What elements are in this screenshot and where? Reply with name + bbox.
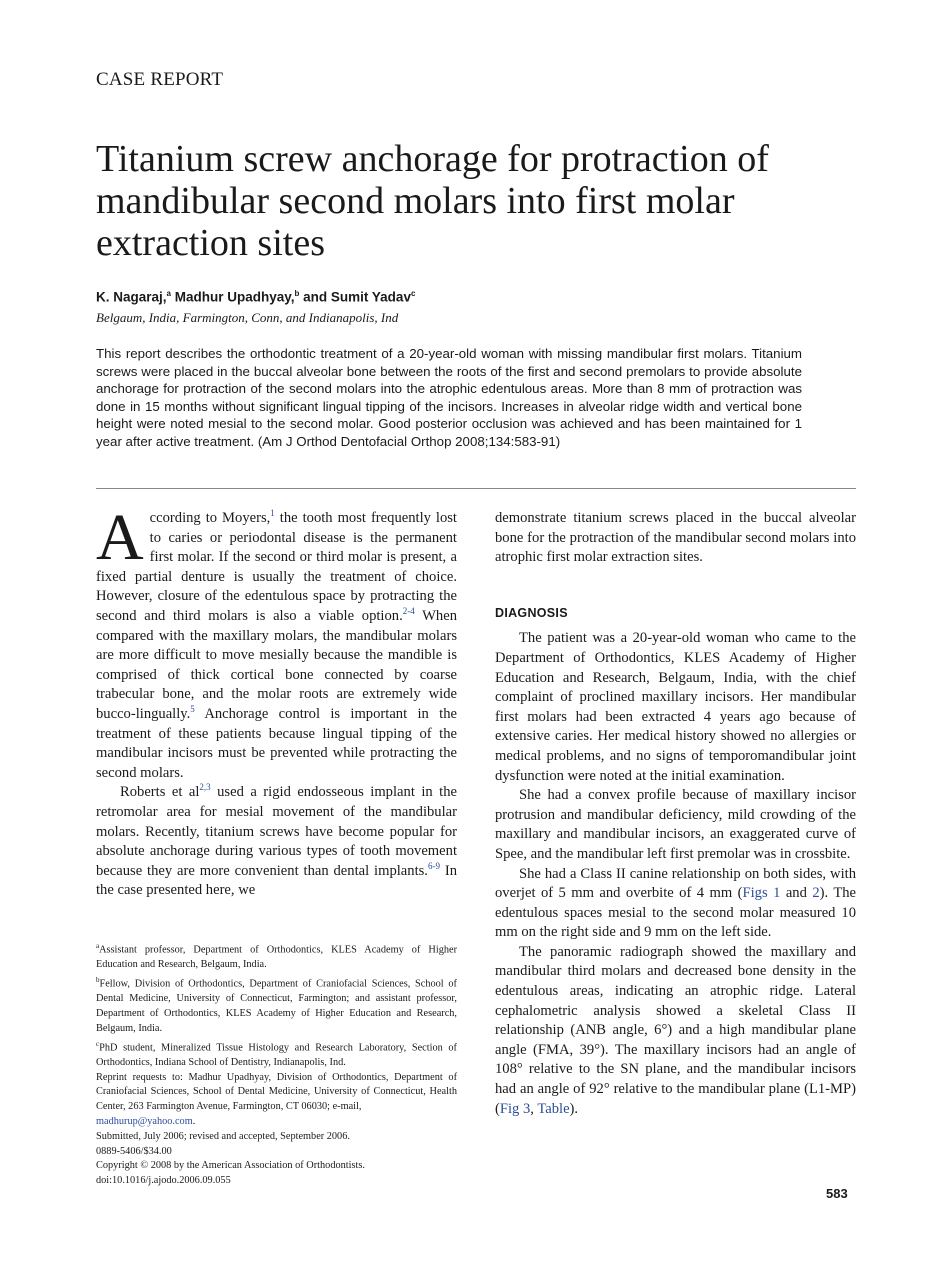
section-label: CASE REPORT	[96, 69, 224, 90]
table-link[interactable]: Table	[537, 1100, 570, 1117]
footnote	[96, 1037, 457, 1071]
reference-link[interactable]: 1	[270, 508, 275, 519]
body-text: ).	[569, 1100, 579, 1117]
author-name: K. Nagaraj,	[96, 289, 167, 305]
copyright: Copyright © 2008 by the American Association of Orthodontists.	[96, 1160, 365, 1172]
intro-paragraph	[96, 501, 458, 783]
body-paragraph: She had a convex profile because of maxillary incisor protrusion and mandibular deficiency, mild crowding of the maxillary and mandibular incisors, an exaggerated curve of Spee, and the mandibular left first premolar was in crossbite.	[495, 787, 856, 862]
body-paragraph: The patient was a 20-year-old woman who came to the Department of Orthodontics, KLES Academy of Higher Education and Research, Belgaum, India, with the chief complaint of proclined maxillary incisors. Her mandibular first molars had been extracted 4 years ago because of extensive caries. Her medical history showed no allergies or medical problems, and no signs of temporomandibular joint dysfunction were noted at the initial examination.	[495, 630, 856, 784]
submission-dates: Submitted, July 2006; revised and accepted, September 2006.	[96, 1130, 350, 1142]
body-paragraph	[495, 943, 856, 1119]
page-number: 583	[826, 1186, 848, 1201]
body-text: ,	[530, 1100, 538, 1117]
figure-link[interactable]: Fig 3	[499, 1100, 531, 1117]
body-text: Roberts et al	[120, 784, 200, 801]
drop-cap: A	[96, 501, 144, 574]
section-heading-diagnosis: DIAGNOSIS	[495, 605, 568, 620]
author-name: and Sumit Yadav	[299, 289, 411, 305]
reference-link[interactable]: 5	[190, 704, 195, 715]
footnote-text: Fellow, Division of Orthodontics, Department of Craniofacial Sciences, School of Dental Medicine, University of Connecticut, Farmington; and assistant professor, Department of Orthodontics, KLES Academy of Higher Education and Research, Belgaum, India.	[96, 978, 457, 1034]
article-title: Titanium screw anchorage for protraction of mandibular second molars into first molar extraction sites	[96, 138, 769, 264]
body-text: and	[780, 885, 813, 902]
body-text: She had a Class II canine relationship on both sides, with overjet of 5 mm and overbite of 4 mm (	[495, 865, 856, 902]
footnote-mark: b	[96, 976, 100, 985]
reprint-request	[96, 1071, 457, 1130]
footnote	[96, 973, 457, 1037]
figure-link[interactable]: Figs 1	[742, 885, 781, 902]
footnotes	[96, 939, 457, 1189]
footnote-text: PhD student, Mineralized Tissue Histology and Research Laboratory, Section of Orthodontics, Indiana School of Dentistry, Indianapolis, Ind.	[96, 1042, 457, 1068]
author-affil-mark: b	[294, 289, 300, 298]
body-text: Anchorage control is important in the treatment of these patients because lingual tipping of the mandibular incisors must be prevented while protracting the second molars.	[96, 705, 457, 781]
author-affil-mark: a	[166, 289, 171, 298]
footnote-text: Reprint requests to: Madhur Upadhyay, Division of Orthodontics, Department of Craniofacial Sciences, School of Dental Medicine, University of Connecticut, Health Center, 263 Farmington Avenue, Farmington, CT 06030; e-mail,	[96, 1071, 457, 1113]
footnote	[96, 939, 457, 973]
right-column	[495, 509, 856, 1119]
reference-link[interactable]: 6-9	[427, 860, 440, 871]
body-text: When compared with the maxillary molars, the mandibular molars are more difficult to move mesially because the mandible is comprised of thick cortical bone connected by coarse trabecular bone, and the molar roots are extremely wide bucco-lingually.	[96, 607, 458, 722]
doi: doi:10.1016/j.ajodo.2006.09.055	[96, 1175, 231, 1187]
body-text: ). The edentulous spaces mesial to the second molar measured 10 mm on the right side and 9 mm on the left side.	[495, 885, 857, 941]
author-affil-mark: c	[410, 289, 416, 298]
body-text: The panoramic radiograph showed the maxillary and mandibular third molars and decreased bone density in the edentulous areas, indicating an atrophic ridge. Lateral cephalometric analysis showed a skeletal Class II relationship (ANB angle, 6°) and a high mandibular plane angle (FMA, 39°). The maxillary incisors had an angle of 108° relative to the SN plane, and the mandibular incisors had an angle of 92° relative to the mandibular plane (L1-MP) (	[495, 943, 856, 1117]
issn: 0889-5406/$34.00	[96, 1145, 172, 1157]
body-text: In the case presented here, we	[96, 862, 458, 899]
abstract: This report describes the orthodontic treatment of a 20-year-old woman with missing mandibular first molars. Titanium screws were placed in the buccal alveolar bone between the roots of the first and second premolars to provide absolute anchorage for protraction of the second molars into the atrophic edentulous areas. More than 8 mm of protraction was done in 15 months without significant lingual tipping of the incisors. Increases in alveolar ridge width and vertical bone height were noted mesial to the second molar. Good posterior occlusion was achieved and has been maintained for 1 year after active treatment. (Am J Orthod Dentofacial Orthop 2008;134:583-91)	[96, 346, 802, 449]
reference-link[interactable]: 2-4	[402, 606, 415, 617]
footnote-text: Assistant professor, Department of Orthodontics, KLES Academy of Higher Education and Research, Belgaum, India.	[96, 944, 457, 971]
body-paragraph: demonstrate titanium screws placed in the buccal alveolar bone for the protraction of the mandibular second molars into atrophic first molar extraction sites.	[495, 510, 856, 566]
body-text: the tooth most frequently lost to caries or periodontal disease is the permanent first molar. If the second or third molar is present, a fixed partial denture is usually the treatment of choice. However, closure of the edentulous space by protracting the second and third molars is also a viable option.	[96, 510, 457, 624]
footnote-mark: c	[96, 1039, 100, 1048]
figure-link[interactable]: 2	[812, 885, 820, 902]
footnote-mark: a	[96, 942, 100, 950]
body-text: used a rigid endosseous implant in the retromolar area for mesial movement of the mandibular molars. Recently, titanium screws have become popular for absolute anchorage during various types of tooth movement because they are more convenient than dental implants.	[96, 784, 457, 879]
divider	[96, 488, 856, 489]
body-paragraph	[495, 865, 856, 943]
reference-link[interactable]: 2,3	[199, 782, 211, 793]
body-paragraph	[96, 783, 457, 901]
footnote-text: .	[192, 1116, 196, 1128]
author-affiliation: Belgaum, India, Farmington, Conn, and Indianapolis, Ind	[96, 310, 399, 325]
author-list	[96, 289, 415, 305]
left-column	[96, 501, 458, 901]
email-link[interactable]: madhurup@yahoo.com	[96, 1116, 193, 1128]
body-text: ccording to Moyers,	[149, 510, 271, 526]
author-name: Madhur Upadhyay,	[170, 289, 295, 305]
